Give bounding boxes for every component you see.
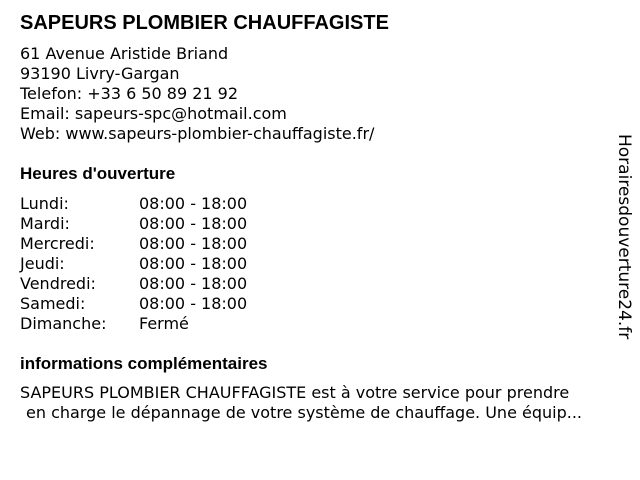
day-label: Lundi: xyxy=(20,194,69,213)
day-hours: 08:00 - 18:00 xyxy=(139,294,248,313)
additional-info-heading: informations complémentaires xyxy=(20,354,268,373)
day-hours: 08:00 - 18:00 xyxy=(139,194,248,213)
day-hours: 08:00 - 18:00 xyxy=(139,274,248,293)
day-label: Samedi: xyxy=(20,294,86,313)
address-city: 93190 Livry-Gargan xyxy=(20,64,180,83)
day-hours: 08:00 - 18:00 xyxy=(139,214,248,233)
opening-hours-heading: Heures d'ouverture xyxy=(20,164,176,183)
day-hours: Fermé xyxy=(139,314,189,333)
day-label: Mercredi: xyxy=(20,234,95,253)
business-name: SAPEURS PLOMBIER CHAUFFAGISTE xyxy=(20,12,389,34)
day-label: Vendredi: xyxy=(20,274,96,293)
additional-info-text xyxy=(20,383,630,423)
contact-block xyxy=(20,44,374,144)
website-url: Web: www.sapeurs-plombier-chauffagiste.fr/ xyxy=(20,124,375,143)
site-watermark: Horairesdouverture24.fr xyxy=(614,134,634,340)
day-label: Dimanche: xyxy=(20,314,107,333)
info-text-line-2: en charge le dépannage de votre système de chauffage. Une équip... xyxy=(26,403,582,422)
email-address: Email: sapeurs-spc@hotmail.com xyxy=(20,104,287,123)
day-hours: 08:00 - 18:00 xyxy=(139,234,248,253)
address-street: 61 Avenue Aristide Briand xyxy=(20,44,229,63)
info-text-line-1: SAPEURS PLOMBIER CHAUFFAGISTE est à votre service pour prendre xyxy=(20,383,570,402)
day-label: Mardi: xyxy=(20,214,70,233)
day-label: Jeudi: xyxy=(20,254,65,273)
day-hours: 08:00 - 18:00 xyxy=(139,254,248,273)
phone-number: Telefon: +33 6 50 89 21 92 xyxy=(20,84,239,103)
